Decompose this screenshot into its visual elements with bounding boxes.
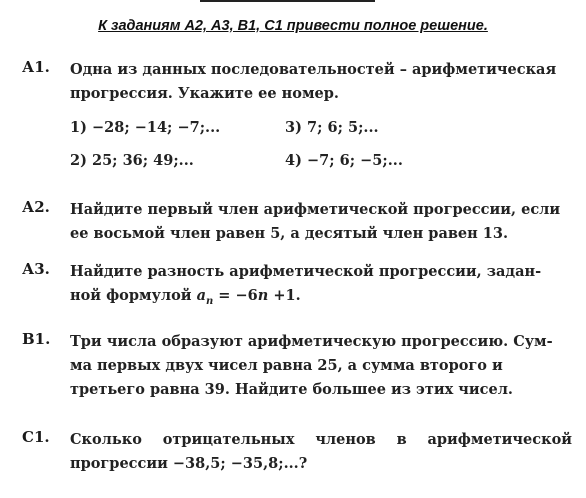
task-a2 — [22, 198, 572, 246]
option-2: 2) 25; 36; 49;... — [70, 152, 194, 169]
task-id: А2. — [22, 198, 50, 216]
formula-line: ной формулой $a_n = -6n +1$. — [70, 287, 301, 307]
task-text: Найдите разность арифметической прогрессии, задан- ной формулой $a_n = -6n +1$. — [70, 260, 572, 314]
instructions-header: К заданиям А2, А3, В1, С1 привести полное решение. — [98, 18, 488, 34]
task-a3 — [22, 260, 572, 314]
task-a1 — [22, 58, 572, 177]
task-text: Найдите первый член арифметической прогрессии, если ее восьмой член равен 5, а десятый член равен 13. — [70, 201, 561, 242]
task-id: А1. — [22, 58, 50, 76]
task-id: А3. — [22, 260, 50, 278]
task-id: В1. — [22, 330, 51, 348]
answer-options — [70, 111, 572, 177]
task-id: С1. — [22, 428, 50, 446]
task-b1 — [22, 330, 572, 402]
task-text: Три числа образуют арифметическую прогрессию. Сум- ма первых двух чисел равна 25, а сумма второго и третьего равна 39. Найдите большее из этих чисел. — [70, 333, 553, 398]
option-1: 1) −28; −14; −7;... — [70, 119, 221, 136]
option-4: 4) −7; 6; −5;... — [285, 152, 403, 169]
task-text: Одна из данных последовательностей – арифметическая прогрессия. Укажите ее номер. — [70, 61, 557, 102]
task-text: Сколько отрицательных членов в арифметической прогрессии −38,5; −35,8;...? — [70, 431, 572, 472]
option-3: 3) 7; 6; 5;... — [285, 119, 379, 136]
task-c1 — [22, 428, 572, 476]
top-rule — [200, 0, 375, 2]
